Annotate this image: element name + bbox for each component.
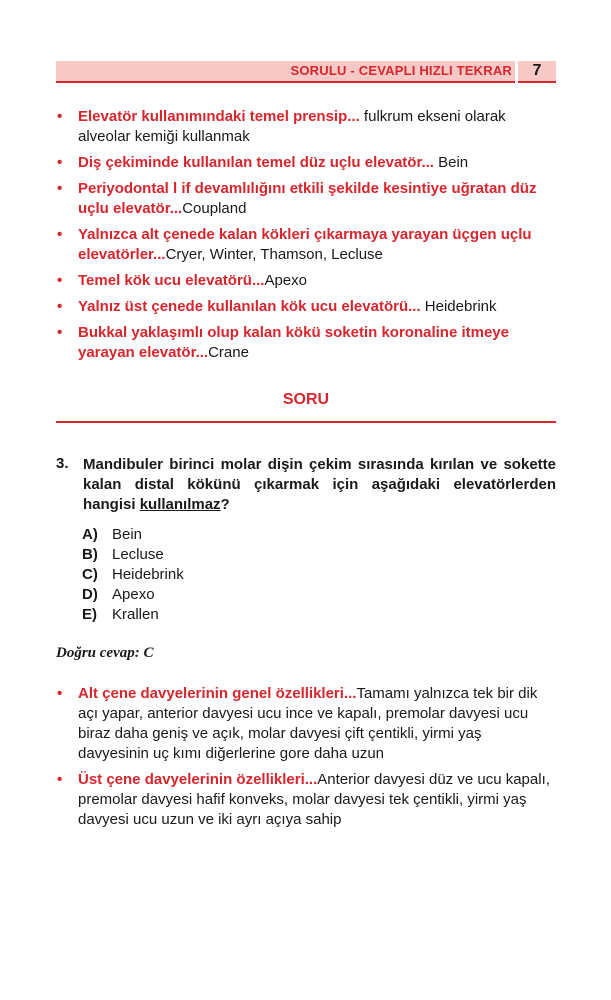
bullet-icon: •: [57, 226, 63, 243]
answer-options: [82, 525, 184, 625]
option-text: Bein: [112, 526, 143, 543]
bullet-text: Heidebrink: [420, 298, 497, 315]
bullet-term: Bukkal yaklaşımlı olup kalan kökü soketin koronaline itmeye yarayan elevatör...: [78, 324, 509, 361]
question-mark: ?: [220, 496, 230, 513]
bullet-icon: •: [57, 771, 63, 788]
bullet-term: Diş çekiminde kullanılan temel düz uçlu elevatör...: [78, 154, 434, 171]
correct-answer: Doğru cevap: C: [56, 645, 154, 661]
option-text: Lecluse: [112, 546, 164, 563]
bullet-list-top: [56, 107, 556, 369]
bullet-term: Yalnız üst çenede kullanılan kök ucu elevatörü...: [78, 298, 421, 315]
bullet-icon: •: [57, 108, 63, 125]
list-item: [56, 684, 556, 764]
bullet-term: Alt çene davyelerinin genel özellikleri...: [78, 685, 357, 702]
list-item: [56, 770, 556, 830]
bullet-term: Temel kök ucu elevatörü...: [78, 272, 265, 289]
header-title: SORULU - CEVAPLI HIZLI TEKRAR: [290, 63, 512, 78]
bullet-icon: •: [57, 154, 63, 171]
bullet-text: Bein: [433, 154, 469, 171]
bullet-text: Crane: [208, 344, 249, 361]
list-item: [56, 225, 556, 265]
bullet-text: Anterior davyesi düz ve ucu kapalı, premolar davyesi hafif konveks, molar davyesi tek çentikli, yirmi yaş davyesi ucu uzun ve iki ayrı açıya sahip: [78, 771, 550, 828]
question-negation: kullanılmaz: [139, 496, 221, 513]
option-letter: D): [82, 586, 98, 603]
bullet-icon: •: [57, 180, 63, 197]
bullet-text: fulkrum ekseni olarak alveolar kemiği kullanmak: [78, 108, 506, 145]
option-c: [82, 565, 184, 585]
option-a: [82, 525, 184, 545]
bullet-term: Yalnızca alt çenede kalan kökleri çıkarmaya yarayan üçgen uçlu elevatörler...: [78, 226, 532, 263]
option-letter: E): [82, 606, 97, 623]
bullet-icon: •: [57, 272, 63, 289]
question-text-main: Mandibuler birinci molar dişin çekim sırasında kırılan ve sokette kalan distal kökünü çıkarmak için aşağıdaki elevatörlerden hangisi: [83, 456, 556, 513]
option-e: [82, 605, 184, 625]
bullet-text: Coupland: [182, 200, 247, 217]
running-header: [56, 61, 556, 83]
option-letter: C): [82, 566, 98, 583]
list-item: [56, 297, 556, 317]
question-number: 3.: [56, 455, 69, 472]
list-item: [56, 179, 556, 219]
section-divider: [56, 421, 556, 423]
bullet-icon: •: [57, 685, 63, 702]
list-item: [56, 107, 556, 147]
bullet-text: Tamamı yalnızca tek bir dik açı yapar, anterior davyesi ucu ince ve kapalı, premolar davyesi ucu biraz daha geniş ve açık, molar davyesi çift çentikli, yirmi yaş davyesinin uç kımı diğerlerine gore daha uzun: [78, 685, 538, 762]
option-b: [82, 545, 184, 565]
bullet-term: Elevatör kullanımındaki temel prensip...: [78, 108, 360, 125]
list-item: [56, 271, 556, 291]
list-item: [56, 323, 556, 363]
section-title: SORU: [282, 391, 330, 408]
bullet-text: Cryer, Winter, Thamson, Lecluse: [165, 246, 383, 263]
option-letter: A): [82, 526, 98, 543]
bullet-list-bottom: [56, 684, 556, 836]
question-text: [83, 455, 556, 515]
option-text: Krallen: [112, 606, 159, 623]
question-block: [56, 455, 556, 515]
bullet-text: Apexo: [264, 272, 307, 289]
bullet-icon: •: [57, 324, 63, 341]
option-letter: B): [82, 546, 98, 563]
page-number: 7: [532, 62, 542, 79]
list-item: [56, 153, 556, 173]
option-text: Heidebrink: [112, 566, 184, 583]
bullet-icon: •: [57, 298, 63, 315]
option-d: [82, 585, 184, 605]
bullet-term: Üst çene davyelerinin özellikleri...: [78, 771, 318, 788]
option-text: Apexo: [112, 586, 155, 603]
bullet-term: Periyodontal l if devamlılığını etkili şekilde kesintiye uğratan düz uçlu elevatör...: [78, 180, 537, 217]
